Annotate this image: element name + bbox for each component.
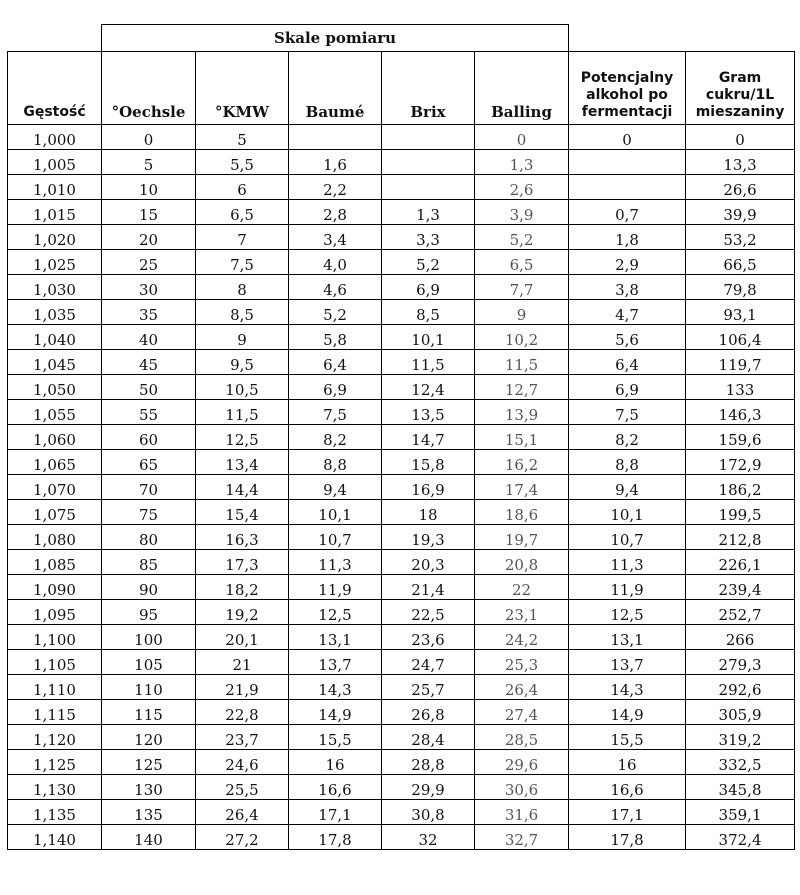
table-cell: 13,5 [382,400,475,425]
table-cell: 14,3 [289,675,382,700]
table-cell: 23,1 [475,600,569,625]
table-cell: 85 [102,550,196,575]
table-cell: 20,1 [196,625,289,650]
table-cell: 279,3 [686,650,795,675]
table-cell: 5 [102,150,196,175]
table-cell: 17,8 [569,825,686,850]
table-cell: 27,2 [196,825,289,850]
table-cell: 40 [102,325,196,350]
table-cell: 22,8 [196,700,289,725]
table-cell: 4,0 [289,250,382,275]
table-cell: 11,3 [569,550,686,575]
table-cell: 1,135 [8,800,102,825]
table-cell: 15 [102,200,196,225]
table-cell: 23,6 [382,625,475,650]
table-cell: 55 [102,400,196,425]
table-cell: 14,7 [382,425,475,450]
table-cell: 0 [569,125,686,150]
table-cell [382,125,475,150]
table-cell: 15,4 [196,500,289,525]
table-cell: 319,2 [686,725,795,750]
table-cell: 10,1 [289,500,382,525]
table-row [8,325,795,350]
table-cell: 6,9 [382,275,475,300]
table-cell: 30 [102,275,196,300]
table-cell: 2,8 [289,200,382,225]
table-row [8,700,795,725]
table-cell: 12,5 [289,600,382,625]
table-cell: 13,7 [289,650,382,675]
table-cell: 212,8 [686,525,795,550]
table-cell: 31,6 [475,800,569,825]
table-cell: 16 [289,750,382,775]
table-cell: 1,030 [8,275,102,300]
table-cell: 15,5 [289,725,382,750]
table-row [8,200,795,225]
table-cell: 45 [102,350,196,375]
table-row [8,225,795,250]
table-cell: 140 [102,825,196,850]
table-cell: 13,4 [196,450,289,475]
table-cell: 26,4 [196,800,289,825]
column-header: Gram cukru/1L mieszaniny [686,52,795,125]
table-cell [569,175,686,200]
table-cell [382,150,475,175]
table-cell: 332,5 [686,750,795,775]
table-cell: 30,8 [382,800,475,825]
table-cell: 305,9 [686,700,795,725]
table-row [8,625,795,650]
table-cell: 2,6 [475,175,569,200]
table-cell: 25 [102,250,196,275]
table-cell: 1,130 [8,775,102,800]
table-cell: 15,8 [382,450,475,475]
table-cell: 5,2 [382,250,475,275]
table-cell: 17,1 [569,800,686,825]
table-cell: 1,125 [8,750,102,775]
table-cell: 9 [475,300,569,325]
table-cell: 10,1 [382,325,475,350]
table-cell: 19,7 [475,525,569,550]
table-cell: 21 [196,650,289,675]
table-cell: 21,9 [196,675,289,700]
table-cell: 65 [102,450,196,475]
table-cell: 19,2 [196,600,289,625]
table-cell: 1,095 [8,600,102,625]
table-cell: 18 [382,500,475,525]
table-cell: 11,9 [289,575,382,600]
blank-corner-cell-right [569,25,795,52]
table-cell: 6,5 [475,250,569,275]
table-cell: 17,3 [196,550,289,575]
table-row [8,800,795,825]
table-row [8,575,795,600]
table-row [8,300,795,325]
table-cell: 226,1 [686,550,795,575]
column-header-row [8,52,795,125]
table-cell: 0 [102,125,196,150]
table-cell: 1,080 [8,525,102,550]
table-cell [289,125,382,150]
table-cell: 13,3 [686,150,795,175]
table-cell: 95 [102,600,196,625]
table-cell: 1,120 [8,725,102,750]
table-cell: 20,8 [475,550,569,575]
table-cell: 80 [102,525,196,550]
table-cell: 5,5 [196,150,289,175]
table-cell: 12,5 [196,425,289,450]
table-cell: 6,9 [569,375,686,400]
measurement-scales-table [7,24,795,850]
table-cell: 20 [102,225,196,250]
table-cell: 12,7 [475,375,569,400]
table-cell: 19,3 [382,525,475,550]
table-cell: 6,5 [196,200,289,225]
table-cell: 11,5 [382,350,475,375]
group-header: Skale pomiaru [102,25,569,52]
table-cell: 16,9 [382,475,475,500]
table-cell: 1,140 [8,825,102,850]
table-cell: 10,7 [569,525,686,550]
table-cell: 7,5 [569,400,686,425]
table-cell: 10,7 [289,525,382,550]
table-cell: 130 [102,775,196,800]
table-row [8,525,795,550]
table-cell [382,175,475,200]
table-cell: 3,4 [289,225,382,250]
table-cell: 24,2 [475,625,569,650]
table-row [8,750,795,775]
table-cell: 1,070 [8,475,102,500]
table-cell: 8 [196,275,289,300]
table-cell: 7 [196,225,289,250]
table-row [8,275,795,300]
table-cell: 106,4 [686,325,795,350]
table-cell: 9,4 [569,475,686,500]
table-cell: 372,4 [686,825,795,850]
table-cell: 14,9 [569,700,686,725]
table-cell: 172,9 [686,450,795,475]
table-cell: 29,6 [475,750,569,775]
table-cell: 1,015 [8,200,102,225]
group-header-row [8,25,795,52]
table-row [8,475,795,500]
table-cell: 1,000 [8,125,102,150]
table-cell: 1,110 [8,675,102,700]
table-cell: 8,8 [569,450,686,475]
table-cell: 119,7 [686,350,795,375]
table-cell: 18,2 [196,575,289,600]
table-cell: 1,005 [8,150,102,175]
table-cell: 11,3 [289,550,382,575]
table-cell: 60 [102,425,196,450]
table-cell: 16,2 [475,450,569,475]
table-cell: 6 [196,175,289,200]
table-cell: 2,9 [569,250,686,275]
table-cell: 13,1 [569,625,686,650]
table-cell: 17,1 [289,800,382,825]
table-cell: 23,7 [196,725,289,750]
column-header: Potencjalny alkohol po fermentacji [569,52,686,125]
table-cell: 239,4 [686,575,795,600]
table-cell: 1,060 [8,425,102,450]
table-cell: 8,8 [289,450,382,475]
table-cell: 8,5 [196,300,289,325]
table-cell: 11,5 [475,350,569,375]
table-cell: 21,4 [382,575,475,600]
table-cell: 35 [102,300,196,325]
table-cell: 39,9 [686,200,795,225]
table-cell: 135 [102,800,196,825]
table-cell: 6,4 [569,350,686,375]
table-cell: 25,5 [196,775,289,800]
table-cell: 0 [686,125,795,150]
table-cell: 25,7 [382,675,475,700]
table-cell: 1,025 [8,250,102,275]
table-cell: 7,5 [289,400,382,425]
table-cell: 1,010 [8,175,102,200]
table-row [8,400,795,425]
table-cell: 12,4 [382,375,475,400]
table-cell: 6,9 [289,375,382,400]
table-cell: 9,4 [289,475,382,500]
table-row [8,775,795,800]
table-cell: 105 [102,650,196,675]
table-cell: 29,9 [382,775,475,800]
table-cell: 100 [102,625,196,650]
table-cell: 1,020 [8,225,102,250]
table-cell: 125 [102,750,196,775]
table-cell: 75 [102,500,196,525]
table-cell: 7,5 [196,250,289,275]
table-cell: 30,6 [475,775,569,800]
table-cell: 1,040 [8,325,102,350]
table-cell: 345,8 [686,775,795,800]
table-cell: 14,9 [289,700,382,725]
table-cell: 5,8 [289,325,382,350]
table-cell: 266 [686,625,795,650]
table-cell: 28,5 [475,725,569,750]
table-cell: 10 [102,175,196,200]
table-cell: 93,1 [686,300,795,325]
table-cell: 1,115 [8,700,102,725]
table-cell: 26,8 [382,700,475,725]
table-cell: 199,5 [686,500,795,525]
table-cell: 8,2 [289,425,382,450]
table-cell: 133 [686,375,795,400]
table-cell: 6,4 [289,350,382,375]
table-cell: 359,1 [686,800,795,825]
table-cell: 1,035 [8,300,102,325]
column-header: °KMW [196,52,289,125]
table-cell: 1,8 [569,225,686,250]
table-cell: 27,4 [475,700,569,725]
table-cell: 2,2 [289,175,382,200]
table-cell: 1,100 [8,625,102,650]
table-row [8,650,795,675]
table-cell: 17,8 [289,825,382,850]
table-row [8,375,795,400]
table-cell: 159,6 [686,425,795,450]
table-cell: 8,5 [382,300,475,325]
table-cell: 115 [102,700,196,725]
table-cell: 24,7 [382,650,475,675]
table-cell: 12,5 [569,600,686,625]
table-row [8,500,795,525]
blank-corner-cell [8,25,102,52]
table-cell: 120 [102,725,196,750]
table-cell: 4,7 [569,300,686,325]
table-cell: 53,2 [686,225,795,250]
table-cell: 3,9 [475,200,569,225]
table-cell: 1,065 [8,450,102,475]
table-cell: 5 [196,125,289,150]
table-cell: 24,6 [196,750,289,775]
table-row [8,425,795,450]
column-header: Baumé [289,52,382,125]
table-cell: 7,7 [475,275,569,300]
table-cell: 1,055 [8,400,102,425]
table-cell: 1,090 [8,575,102,600]
table-cell: 25,3 [475,650,569,675]
table-cell: 5,6 [569,325,686,350]
table-cell: 26,6 [686,175,795,200]
table-cell: 22,5 [382,600,475,625]
table-cell: 1,085 [8,550,102,575]
table-row [8,350,795,375]
table-cell: 1,075 [8,500,102,525]
column-header: °Oechsle [102,52,196,125]
table-cell: 9,5 [196,350,289,375]
table-cell: 1,050 [8,375,102,400]
table-cell: 17,4 [475,475,569,500]
column-header: Gęstość [8,52,102,125]
table-body [8,125,795,850]
table-row [8,825,795,850]
table-row [8,250,795,275]
table-cell: 16,6 [289,775,382,800]
table-cell: 13,9 [475,400,569,425]
table-cell: 13,7 [569,650,686,675]
table-cell: 32,7 [475,825,569,850]
table-cell: 186,2 [686,475,795,500]
table-cell: 16,6 [569,775,686,800]
table-cell: 16,3 [196,525,289,550]
table-cell: 14,3 [569,675,686,700]
table-row [8,450,795,475]
table-row [8,725,795,750]
table-cell: 10,5 [196,375,289,400]
table-cell: 9 [196,325,289,350]
table-cell: 79,8 [686,275,795,300]
table-row [8,175,795,200]
table-cell: 26,4 [475,675,569,700]
table-row [8,600,795,625]
table-cell: 1,045 [8,350,102,375]
table-cell: 146,3 [686,400,795,425]
table-cell: 0,7 [569,200,686,225]
table-cell: 50 [102,375,196,400]
table-cell: 20,3 [382,550,475,575]
column-header: Brix [382,52,475,125]
table-cell: 16 [569,750,686,775]
table-row [8,550,795,575]
table-cell: 10,2 [475,325,569,350]
table-cell: 10,1 [569,500,686,525]
table-cell: 8,2 [569,425,686,450]
table-cell: 5,2 [475,225,569,250]
table-cell: 1,3 [475,150,569,175]
table-cell: 18,6 [475,500,569,525]
table-cell: 292,6 [686,675,795,700]
table-cell [569,150,686,175]
table-cell: 3,8 [569,275,686,300]
table-cell: 32 [382,825,475,850]
table-cell: 90 [102,575,196,600]
table-cell: 28,8 [382,750,475,775]
table-row [8,125,795,150]
table-row [8,675,795,700]
table-cell: 110 [102,675,196,700]
table-cell: 70 [102,475,196,500]
table-cell: 15,1 [475,425,569,450]
table-cell: 1,105 [8,650,102,675]
table-cell: 66,5 [686,250,795,275]
table-cell: 28,4 [382,725,475,750]
table-cell: 13,1 [289,625,382,650]
table-cell: 0 [475,125,569,150]
table-cell: 14,4 [196,475,289,500]
table-cell: 4,6 [289,275,382,300]
table-cell: 252,7 [686,600,795,625]
table-cell: 11,5 [196,400,289,425]
column-header: Balling [475,52,569,125]
table-cell: 11,9 [569,575,686,600]
table-cell: 3,3 [382,225,475,250]
table-cell: 5,2 [289,300,382,325]
table-cell: 22 [475,575,569,600]
table-cell: 1,6 [289,150,382,175]
table-cell: 15,5 [569,725,686,750]
table-cell: 1,3 [382,200,475,225]
table-row [8,150,795,175]
